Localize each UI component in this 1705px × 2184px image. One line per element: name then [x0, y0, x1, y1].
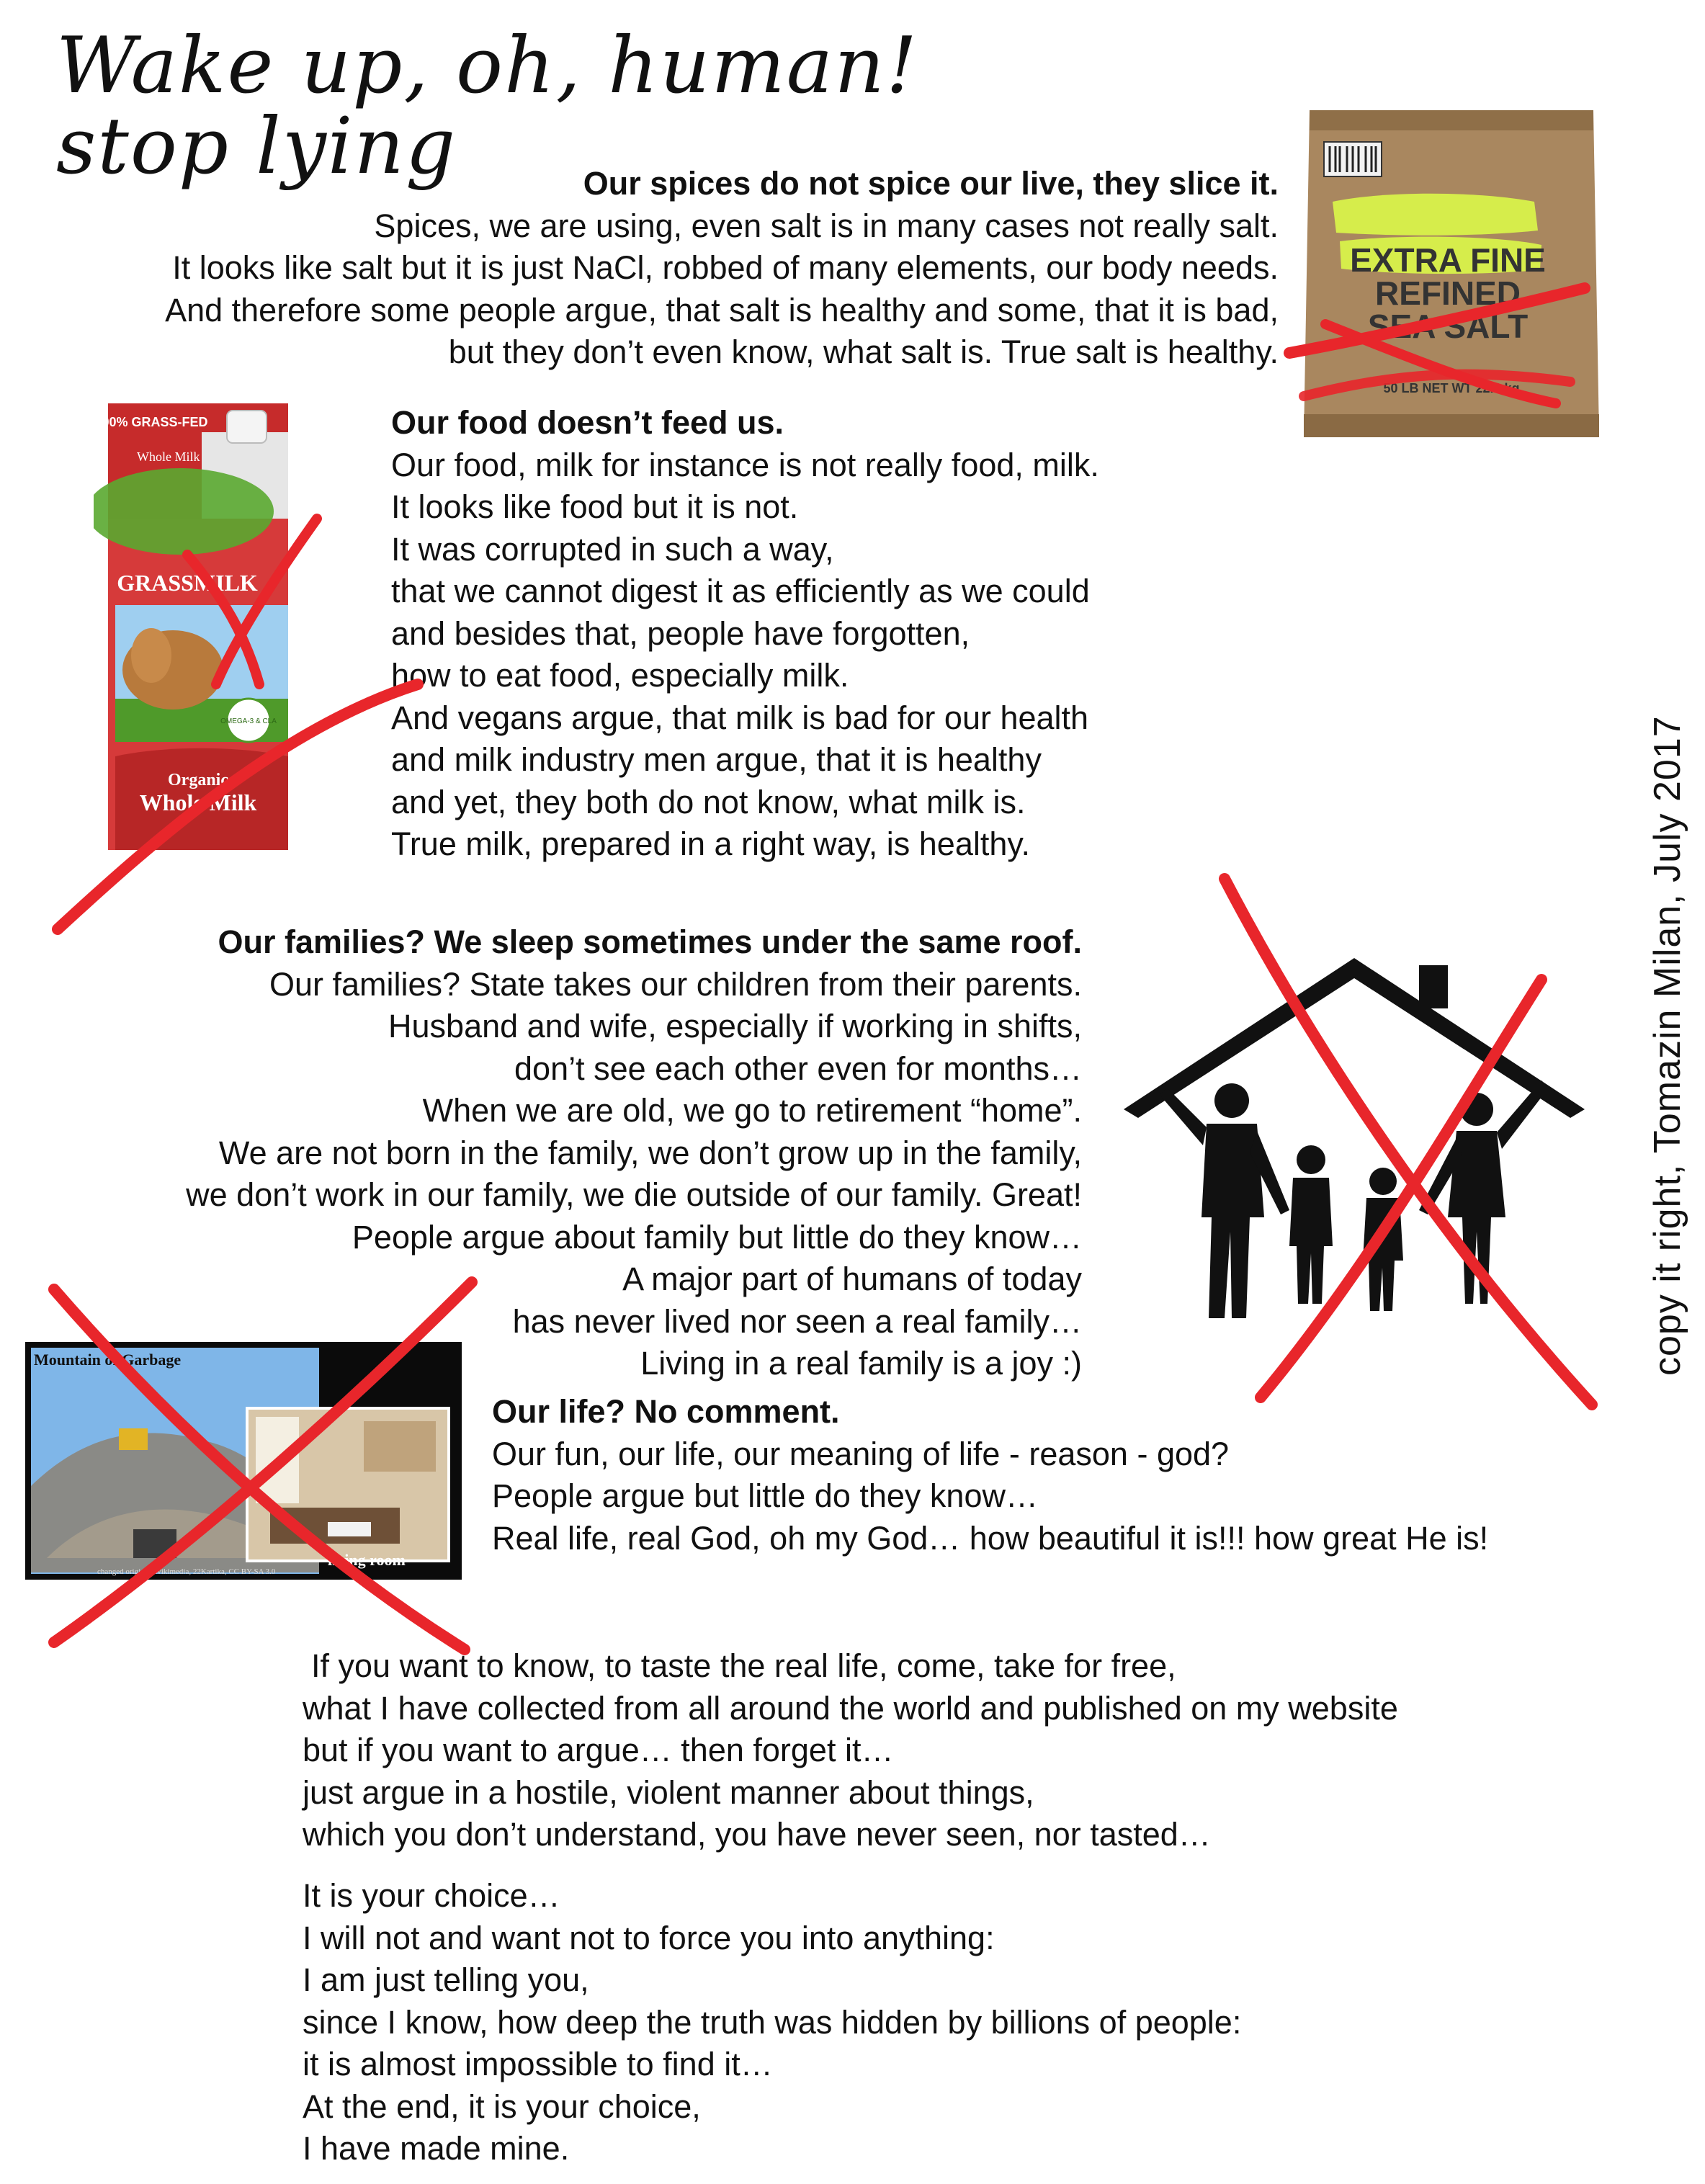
- life-section: [492, 1391, 1488, 1559]
- milk-carton-label-1: Organic: [168, 771, 228, 789]
- salt-bag-line-3: SEA SALT: [1367, 308, 1529, 345]
- family-line: don’t see each other even for months…: [514, 1050, 1082, 1087]
- choice-line: It is your choice…: [303, 1877, 560, 1914]
- milk-line: Our food, milk for instance is not really food, milk.: [391, 446, 1099, 483]
- salt-bag-weight: 50 LB NET WT 22.6 kg: [1383, 381, 1520, 395]
- choice-line: I have made mine.: [303, 2130, 570, 2167]
- salt-bag-line-2: REFINED: [1375, 274, 1521, 312]
- invite-line: what I have collected from all around the world and published on my website: [303, 1689, 1398, 1727]
- choice-line: since I know, how deep the truth was hidden by billions of people:: [303, 2003, 1242, 2041]
- choice-line: I am just telling you,: [303, 1961, 589, 1998]
- milk-carton-side: Whole Milk: [137, 449, 200, 464]
- salt-line: And therefore some people argue, that salt is healthy and some, that it is bad,: [165, 291, 1279, 328]
- family-line: has never lived nor seen a real family…: [512, 1302, 1082, 1340]
- living-caption: living room: [328, 1551, 406, 1569]
- milk-line: and yet, they both do not know, what milk is.: [391, 783, 1026, 820]
- garbage-living-image: [25, 1342, 462, 1580]
- invite-line: just argue in a hostile, violent manner about things,: [303, 1773, 1034, 1811]
- garbage-caption: Mountain of Garbage: [34, 1351, 182, 1369]
- milk-line: that we cannot digest it as efficiently as we could: [391, 573, 1090, 609]
- family-line: we don’t work in our family, we die outside of our family. Great!: [186, 1176, 1082, 1213]
- milk-carton-brand: GRASSMILK: [117, 570, 258, 596]
- milk-section: [391, 402, 1099, 866]
- image-credit: changed original, Wikimedia, 22Kartika, CC BY-SA 3.0: [97, 1567, 276, 1576]
- choice-section: [303, 1875, 1241, 2170]
- family-section: [186, 921, 1082, 1385]
- family-house-image: [1116, 944, 1599, 1347]
- milk-heading: Our food doesn’t feed us.: [391, 404, 784, 441]
- milk-line: True milk, prepared in a right way, is healthy.: [391, 825, 1031, 862]
- life-line: Our fun, our life, our meaning of life - reason - god?: [492, 1435, 1230, 1472]
- milk-carton-label-2: Whole Milk: [139, 789, 257, 815]
- choice-line: I will not and want not to force you into anything:: [303, 1919, 995, 1956]
- life-line: Real life, real God, oh my God… how beautiful it is!!! how great He is!: [492, 1519, 1489, 1557]
- family-line: When we are old, we go to retirement “home”.: [422, 1092, 1082, 1129]
- salt-line: Spices, we are using, even salt is in many cases not really salt.: [374, 207, 1279, 244]
- milk-line: and besides that, people have forgotten,: [391, 614, 970, 652]
- milk-line: It was corrupted in such a way,: [391, 530, 834, 568]
- invite-section: [303, 1645, 1398, 1856]
- family-line: Living in a real family is a joy :): [640, 1345, 1082, 1382]
- life-line: People argue but little do they know…: [492, 1477, 1038, 1514]
- salt-section: [165, 163, 1279, 374]
- page-title-line-2: stop lying: [56, 102, 457, 192]
- salt-heading: Our spices do not spice our live, they slice it.: [583, 165, 1279, 202]
- milk-line: And vegans argue, that milk is bad for our health: [391, 699, 1089, 736]
- milk-line: and milk industry men argue, that it is healthy: [391, 741, 1042, 778]
- family-line: Husband and wife, especially if working in shifts,: [388, 1008, 1082, 1044]
- milk-carton-badge: OMEGA-3 & CLA: [220, 717, 277, 725]
- invite-line: If you want to know, to taste the real life, come, take for free,: [311, 1647, 1176, 1684]
- family-line: Our families? State takes our children from their parents.: [269, 965, 1082, 1003]
- invite-line: which you don’t understand, you have never seen, nor tasted…: [303, 1816, 1211, 1853]
- family-heading: Our families? We sleep sometimes under the same roof.: [218, 923, 1082, 960]
- salt-bag-line-1: EXTRA FINE: [1350, 241, 1546, 279]
- family-line: People argue about family but little do they know…: [352, 1218, 1082, 1256]
- salt-bag-image: [1297, 104, 1606, 443]
- choice-line: At the end, it is your choice,: [303, 2087, 701, 2125]
- milk-line: It looks like food but it is not.: [391, 488, 799, 525]
- family-line: We are not born in the family, we don’t grow up in the family,: [218, 1134, 1082, 1171]
- life-heading: Our life? No comment.: [492, 1393, 840, 1430]
- choice-line: it is almost impossible to find it…: [303, 2046, 773, 2082]
- family-line: A major part of humans of today: [622, 1261, 1082, 1297]
- invite-line: but if you want to argue… then forget it…: [303, 1732, 894, 1768]
- milk-carton-top: 100% GRASS-FED: [94, 415, 208, 429]
- page-title-line-1: Wake up, oh, human!: [56, 21, 919, 111]
- salt-line: It looks like salt but it is just NaCl, robbed of many elements, our body needs.: [172, 249, 1279, 286]
- milk-carton-image: [94, 382, 303, 857]
- salt-line: but they don’t even know, what salt is. True salt is healthy.: [448, 334, 1279, 370]
- milk-line: how to eat food, especially milk.: [391, 657, 849, 694]
- copyright-note: copy it right, Tomazin Milan, July 2017: [1647, 715, 1688, 1376]
